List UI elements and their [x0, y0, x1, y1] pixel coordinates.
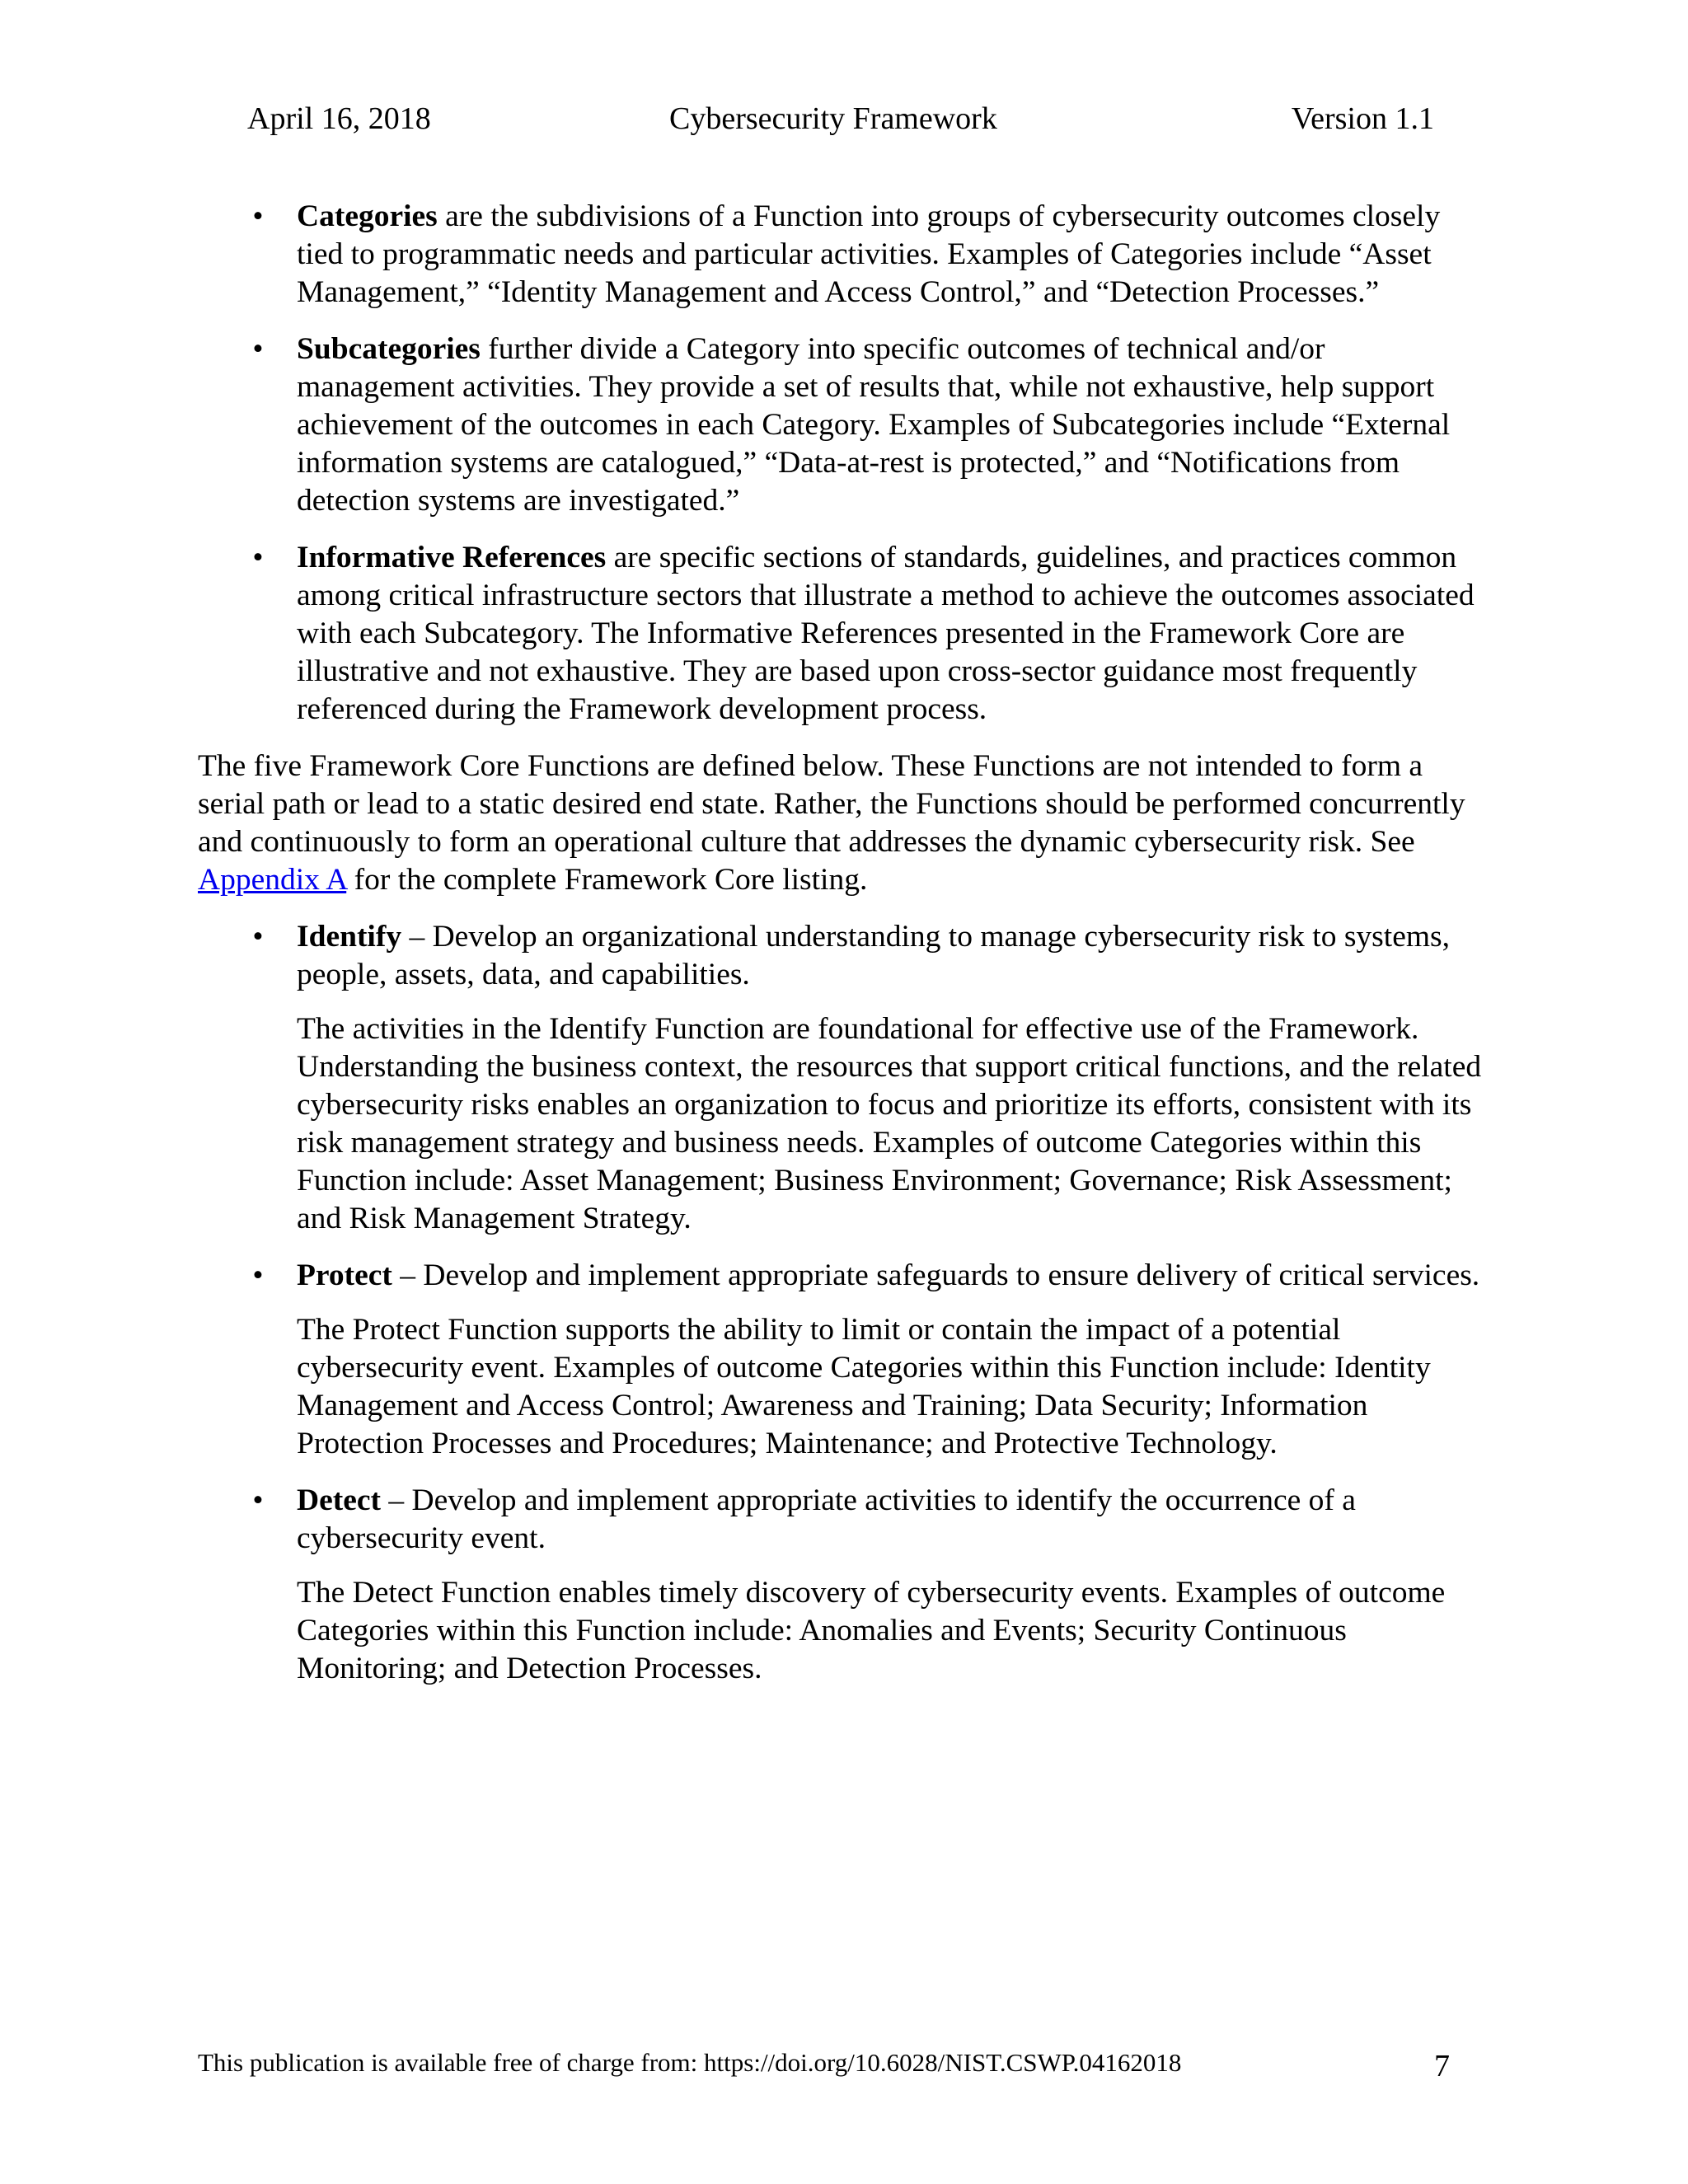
page-header — [247, 97, 1434, 140]
core-elements-list — [198, 198, 1484, 729]
appendix-a-link[interactable]: Appendix A — [198, 863, 347, 897]
page-number: 7 — [1434, 2049, 1450, 2083]
term-subcategories: Subcategories — [297, 332, 481, 366]
detail-identify: The activities in the Identify Function are foundational for effective use of the Framework. Understanding the business context, the resources that support critical functions, and the related cybersecurity risks enables an organization to focus and prioritize its efforts, consistent with its risk management strategy and business needs. Examples of outcome Categories within this Function include: Asset Management; Business Environment; Governance; Risk Assessment; and Risk Management Strategy. — [297, 1012, 1482, 1235]
detail-protect: The Protect Function supports the ability to limit or contain the impact of a potential cybersecurity event. Examples of outcome Categories within this Function include: Identity Management and Access Control; Awareness and Training; Data Security; Information Protection Processes and Procedures; Maintenance; and Protective Technology. — [297, 1313, 1431, 1460]
bullet-icon: • — [252, 541, 264, 574]
list-item-informative-references — [198, 539, 1484, 729]
intro-text-before-link: The five Framework Core Functions are defined below. These Functions are not intended to form a serial path or lead to a static desired end state. Rather, the Functions should be performed concurrently and continuously to form an operational culture that addresses the dynamic cybersecurity risk. See — [198, 749, 1465, 859]
term-detect: Detect — [297, 1483, 381, 1517]
term-protect: Protect — [297, 1258, 392, 1292]
definition-protect: – Develop and implement appropriate safeguards to ensure delivery of critical services. — [392, 1258, 1480, 1292]
list-item-detect — [198, 1482, 1484, 1688]
list-item-text — [297, 1257, 1484, 1295]
availability-notice: This publication is available free of charge from: https://doi.org/10.6028/NIST.CSWP.04162018 — [198, 2048, 1182, 2077]
term-informative-references: Informative References — [297, 541, 607, 574]
bullet-icon: • — [252, 1483, 264, 1517]
intro-paragraph — [198, 748, 1484, 899]
detail-detect: The Detect Function enables timely discovery of cybersecurity events. Examples of outcome Categories within this Function include: Anomalies and Events; Security Continuous Monitoring; and Detection Processes. — [297, 1576, 1446, 1685]
definition-subcategories: further divide a Category into specific outcomes of technical and/or management activities. They provide a set of results that, while not exhaustive, help support achievement of the outcomes in each Category. Examples of Subcategories include “External information systems are catalogued,” “Data-at-rest is protected,” and “Notifications from detection systems are investigated.” — [297, 332, 1451, 518]
definition-informative-references: are specific sections of standards, guidelines, and practices common among critical infrastructure sectors that illustrate a method to achieve the outcomes associated with each Subcategory. The Informative References presented in the Framework Core are illustrative and not exhaustive. They are based upon cross-sector guidance most frequently referenced during the Framework development process. — [297, 541, 1475, 726]
document-body — [198, 198, 1484, 1707]
list-item-identify — [198, 918, 1484, 1238]
list-item-text — [297, 1482, 1484, 1558]
header-title: Cybersecurity Framework — [669, 101, 997, 136]
page-footer — [198, 2042, 1467, 2083]
term-identify: Identify — [297, 920, 402, 954]
definition-categories: are the subdivisions of a Function into groups of cybersecurity outcomes closely tied to programmatic needs and particular activities. Examples of Categories include “Asset Management,” “Identity Management and Access Control,” and “Detection Processes.” — [297, 199, 1441, 309]
functions-list — [198, 918, 1484, 1688]
bullet-icon: • — [252, 920, 264, 954]
definition-identify: – Develop an organizational understanding to manage cybersecurity risk to systems, people, assets, data, and capabilities. — [297, 920, 1450, 991]
definition-detect: – Develop and implement appropriate activities to identify the occurrence of a cybersecurity event. — [297, 1483, 1356, 1555]
list-item-protect — [198, 1257, 1484, 1463]
bullet-icon: • — [252, 1258, 264, 1292]
bullet-icon: • — [252, 199, 264, 233]
list-item-text — [297, 918, 1484, 994]
list-item-text — [297, 539, 1484, 729]
header-version: Version 1.1 — [1291, 101, 1434, 136]
list-item-text — [297, 330, 1484, 520]
intro-text-after-link: for the complete Framework Core listing. — [346, 863, 868, 897]
list-item-text — [297, 198, 1484, 312]
list-item-subcategories — [198, 330, 1484, 520]
header-date: April 16, 2018 — [247, 101, 431, 136]
term-categories: Categories — [297, 199, 438, 233]
bullet-icon: • — [252, 332, 264, 366]
list-item-categories — [198, 198, 1484, 312]
